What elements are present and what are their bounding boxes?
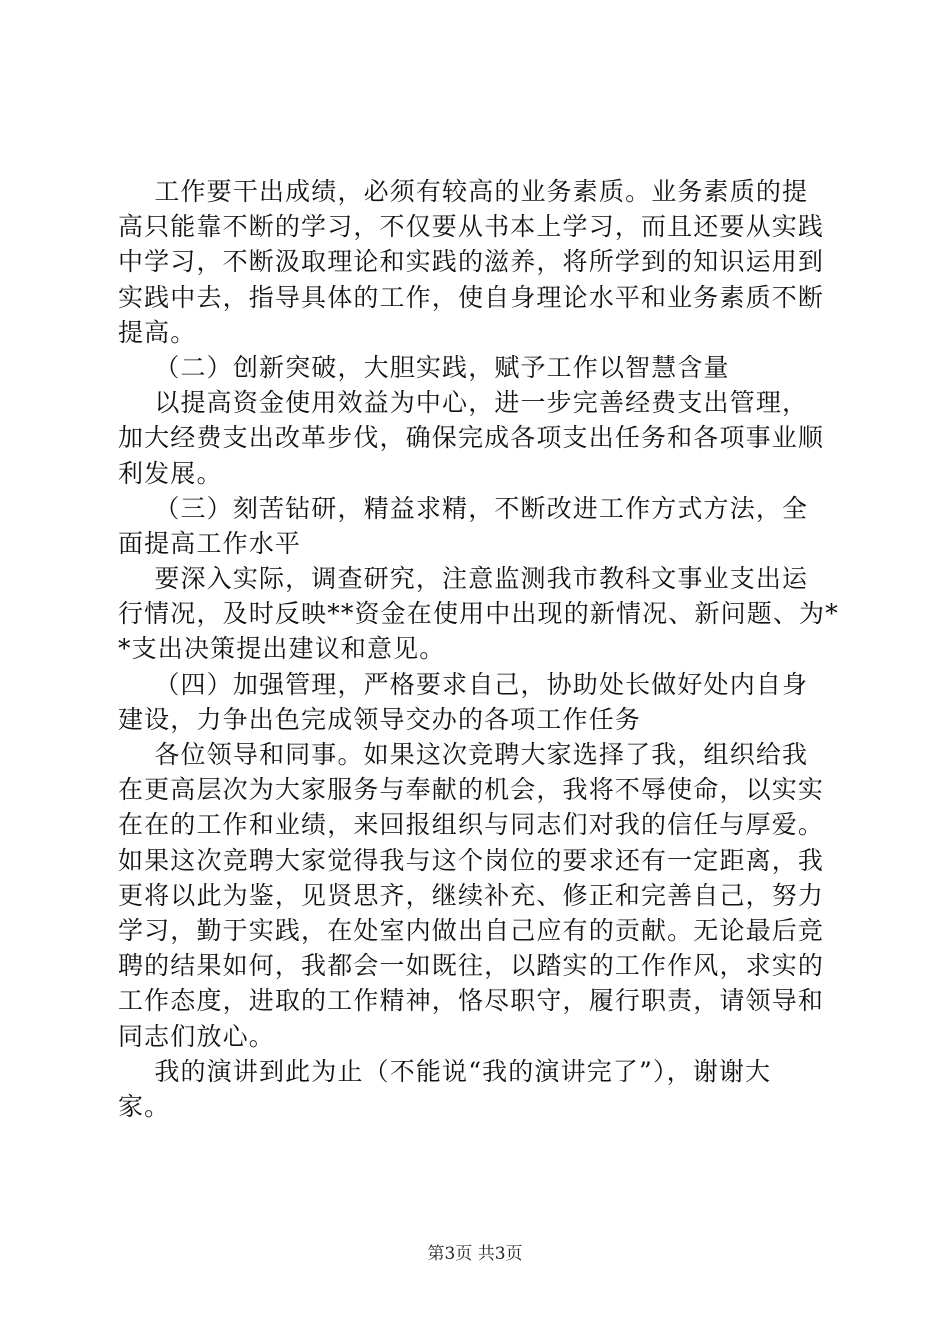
text-line: 同志们放心。 bbox=[118, 1021, 275, 1051]
document-body bbox=[118, 174, 839, 1124]
text-line: 中学习，不断汲取理论和实践的滋养，将所学到的知识运用到 bbox=[118, 247, 825, 277]
text-line: 聘的结果如何，我都会一如既往，以踏实的工作作风，求实的 bbox=[118, 951, 825, 981]
section-heading: （二）创新突破，大胆实践，赋予工作以智慧含量 bbox=[118, 352, 730, 382]
text-line: 家。 bbox=[118, 1091, 171, 1121]
section-heading: （四）加强管理，严格要求自己，协助处长做好处内自身 bbox=[118, 669, 809, 699]
text-line: 提高。 bbox=[118, 317, 197, 347]
text-line: 以提高资金使用效益为中心，进一步完善经费支出管理， bbox=[118, 388, 809, 418]
text-line: 要深入实际，调查研究，注意监测我市教科文事业支出运 bbox=[118, 564, 809, 594]
text-line: 各位领导和同事。如果这次竞聘大家选择了我，组织给我 bbox=[118, 740, 809, 769]
page-footer bbox=[0, 1244, 950, 1264]
text-line: 实践中去，指导具体的工作，使自身理论水平和业务素质不断 bbox=[118, 282, 825, 312]
text-line: 学习，勤于实践，在处室内做出自己应有的贡献。无论最后竞 bbox=[118, 915, 825, 945]
section-heading: 建设，力争出色完成领导交办的各项工作任务 bbox=[118, 704, 642, 734]
page-number-label: 第3页 共3页 bbox=[427, 1244, 523, 1264]
text-line: 更将以此为鉴，见贤思齐，继续补充、修正和完善自己，努力 bbox=[118, 880, 825, 910]
text-line: 在更高层次为大家服务与奉献的机会，我将不辱使命，以实实 bbox=[118, 775, 825, 805]
text-line: *支出决策提出建议和意见。 bbox=[118, 634, 446, 664]
section-heading: 面提高工作水平 bbox=[118, 528, 302, 558]
text-line: 如果这次竞聘大家觉得我与这个岗位的要求还有一定距离，我 bbox=[118, 845, 825, 875]
text-line: 行情况，及时反映**资金在使用中出现的新情况、新问题、为* bbox=[118, 599, 839, 629]
text-line: 工作态度，进取的工作精神，恪尽职守，履行职责，请领导和 bbox=[118, 986, 825, 1016]
text-line: 加大经费支出改革步伐，确保完成各项支出任务和各项事业顺 bbox=[118, 423, 825, 453]
text-line: 高只能靠不断的学习，不仅要从书本上学习，而且还要从实践 bbox=[118, 212, 825, 242]
text-line: 我的演讲到此为止（不能说“我的演讲完了”），谢谢大 bbox=[118, 1056, 772, 1086]
text-line: 利发展。 bbox=[118, 458, 223, 488]
text-line: 工作要干出成绩，必须有较高的业务素质。业务素质的提 bbox=[118, 177, 809, 206]
section-heading: （三）刻苦钻研，精益求精，不断改进工作方式方法，全 bbox=[118, 493, 809, 523]
text-line: 在在的工作和业绩，来回报组织与同志们对我的信任与厚爱。 bbox=[118, 810, 825, 840]
